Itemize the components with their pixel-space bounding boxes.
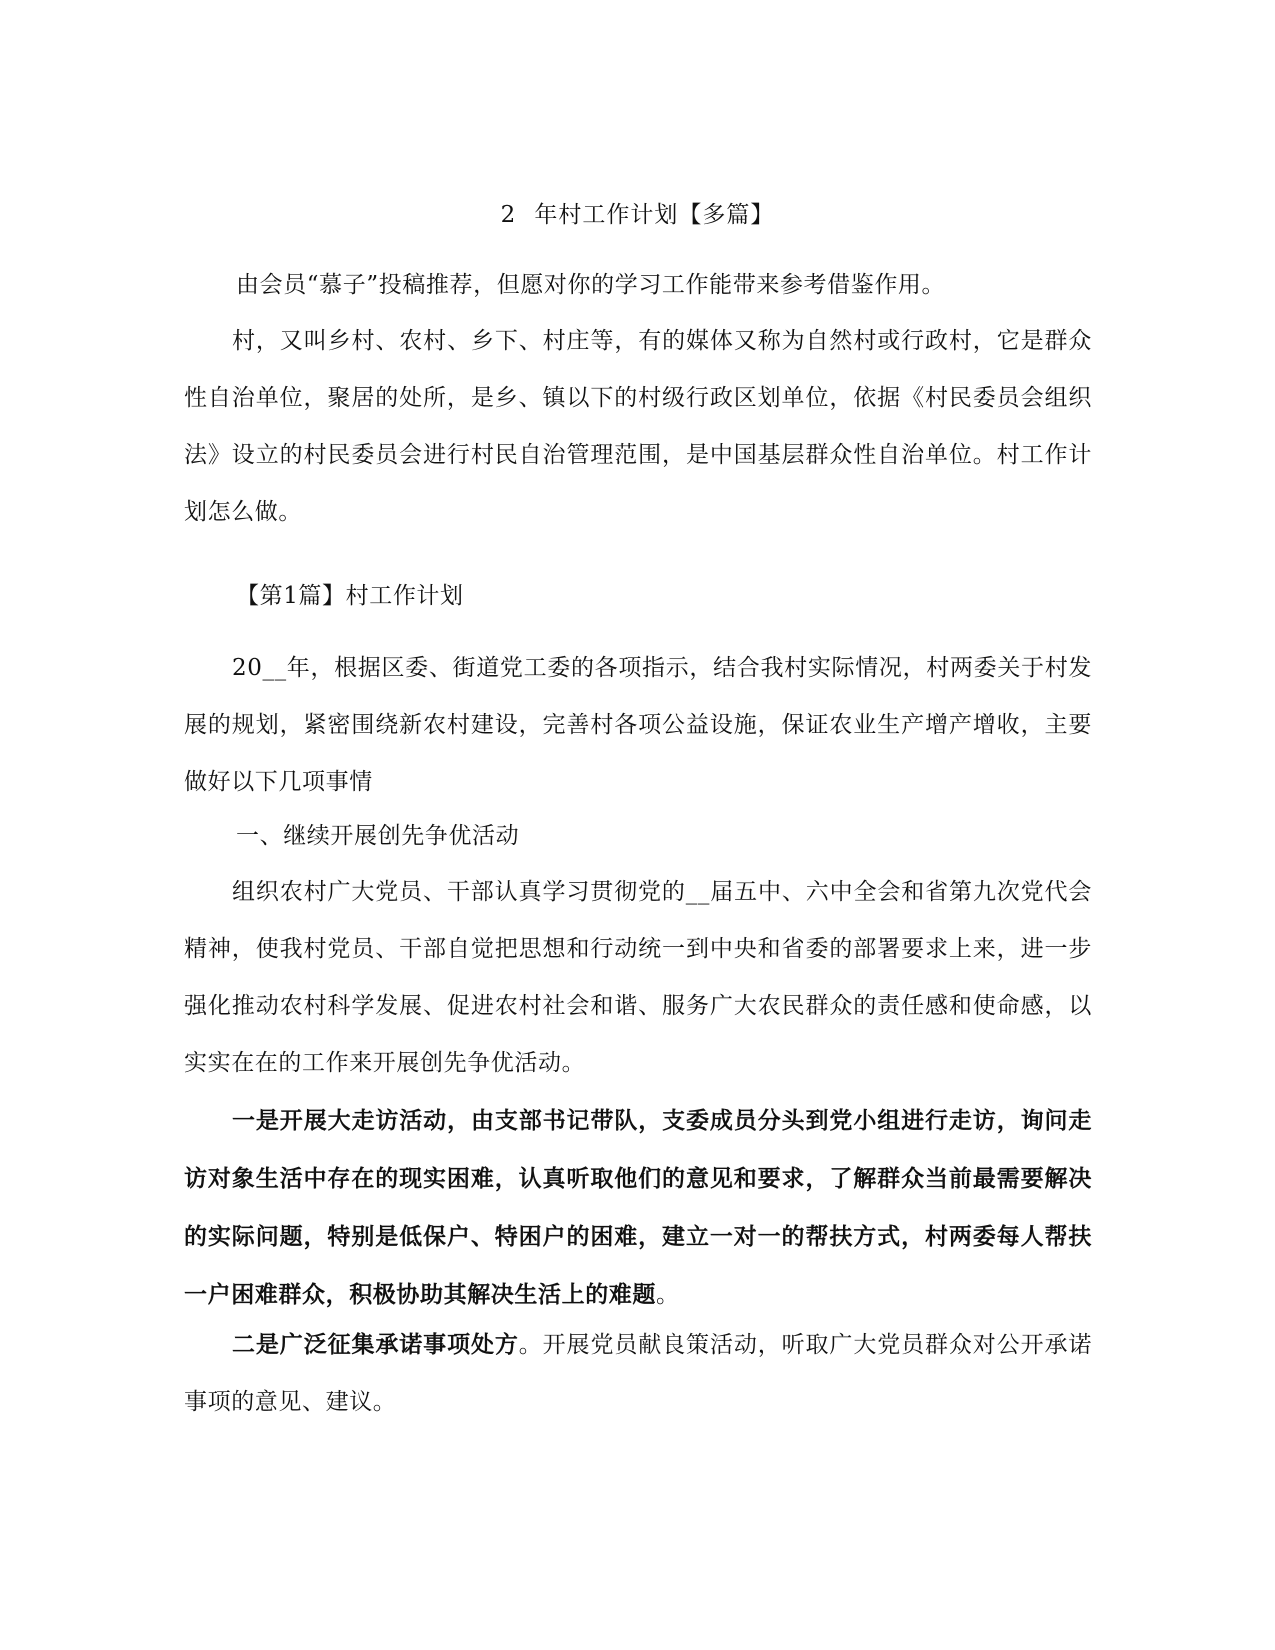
- page-title: [0, 196, 1275, 229]
- collect-paragraph-bold: 二是广泛征集承诺事项处方: [232, 1331, 519, 1358]
- title-number: 2: [500, 202, 517, 228]
- visit-paragraph-bold: 一是开展大走访活动，由支部书记带队，支委成员分头到党小组进行走访，询问走访对象生活中存在的现实困难，认真听取他们的意见和要求，了解群众当前最需要解决的实际问题，特别是低保户、特困户的困难，建立一对一的帮扶方式，村两委每人帮扶一户困难群众，积极协助其解决生活上的难题: [184, 1107, 1092, 1308]
- collect-paragraph: [184, 1316, 1092, 1431]
- intro-line: 由会员“慕子”投稿推荐，但愿对你的学习工作能带来参考借鉴作用。: [236, 272, 946, 298]
- section-heading: 【第1篇】村工作计划: [236, 583, 464, 609]
- item-heading: 一、继续开展创先争优活动: [236, 823, 520, 849]
- visit-paragraph-end: 。: [656, 1282, 680, 1308]
- description-paragraph: 村，又叫乡村、农村、乡下、村庄等，有的媒体又称为自然村或行政村，它是群众性自治单位，聚居的处所，是乡、镇以下的村级行政区划单位，依据《村民委员会组织法》设立的村民委员会进行村民自治管理范围，是中国基层群众性自治单位。村工作计划怎么做。: [184, 328, 1092, 525]
- plan-paragraph: 20__年，根据区委、街道党工委的各项指示，结合我村实际情况，村两委关于村发展的规划，紧密围绕新农村建设，完善村各项公益设施，保证农业生产增产增收，主要做好以下几项事情: [184, 655, 1092, 795]
- visit-paragraph: [184, 1092, 1092, 1324]
- title-text: 年村工作计划【多篇】: [534, 202, 775, 228]
- collect-paragraph-rest: 。开展党员献良策活动，听取广大党员群众对公开承诺事项的意见、建议。: [184, 1332, 1092, 1415]
- study-paragraph: 组织农村广大党员、干部认真学习贯彻党的__届五中、六中全会和省第九次党代会精神，使我村党员、干部自觉把思想和行动统一到中央和省委的部署要求上来，进一步强化推动农村科学发展、促进农村社会和谐、服务广大农民群众的责任感和使命感，以实实在在的工作来开展创先争优活动。: [184, 879, 1092, 1076]
